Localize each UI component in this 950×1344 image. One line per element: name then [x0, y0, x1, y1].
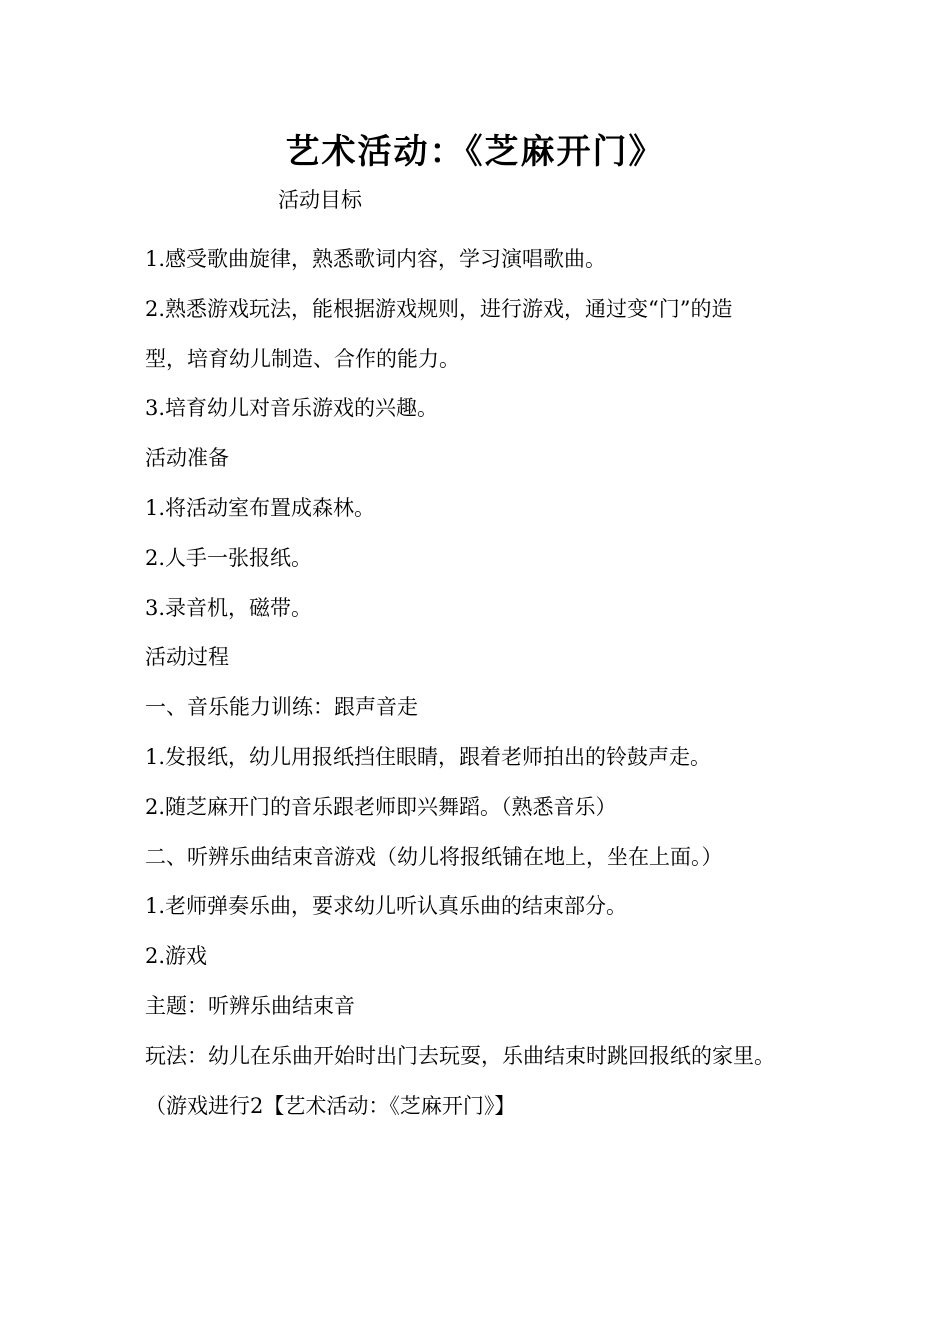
section-heading-preparation: 活动准备: [145, 446, 229, 471]
paragraph-line: 2.人手一张报纸。: [145, 545, 313, 570]
paragraph-line: 一、音乐能力训练：跟声音走: [145, 695, 418, 720]
paragraph-line: 2.随芝麻开门的音乐跟老师即兴舞蹈。（熟悉音乐）: [145, 794, 617, 819]
paragraph-line: 1.感受歌曲旋律，熟悉歌词内容，学习演唱歌曲。: [145, 247, 607, 271]
paragraph-line: 3.培育幼儿对音乐游戏的兴趣。: [145, 396, 439, 421]
paragraph-line: 2.游戏: [145, 944, 208, 969]
paragraph-line: 1.将活动室布置成森林。: [145, 495, 376, 520]
section-heading-goals: 活动目标: [278, 188, 362, 212]
document-title: 艺术活动：《芝麻开门》: [285, 132, 665, 172]
paragraph-line: （游戏进行2【艺术活动：《芝麻开门》】: [145, 1093, 516, 1118]
paragraph-line: 3.录音机，磁带。: [145, 595, 313, 620]
section-heading-process: 活动过程: [145, 645, 229, 670]
paragraph-line: 型，培育幼儿制造、合作的能力。: [145, 346, 460, 371]
paragraph-line: 玩法：幼儿在乐曲开始时出门去玩耍，乐曲结束时跳回报纸的家里。: [145, 1043, 775, 1068]
paragraph-line: 2.熟悉游戏玩法，能根据游戏规则，进行游戏，通过变“门”的造: [145, 296, 733, 321]
paragraph-line: 主题：听辨乐曲结束音: [145, 993, 355, 1018]
document-body: [145, 235, 845, 1131]
paragraph-line: 1.发报纸，幼儿用报纸挡住眼睛，跟着老师拍出的铃鼓声走。: [145, 744, 712, 769]
paragraph-line: 二、听辨乐曲结束音游戏（幼儿将报纸铺在地上，坐在上面。）: [145, 844, 723, 869]
paragraph-line: 1.老师弹奏乐曲，要求幼儿听认真乐曲的结束部分。: [145, 894, 628, 919]
